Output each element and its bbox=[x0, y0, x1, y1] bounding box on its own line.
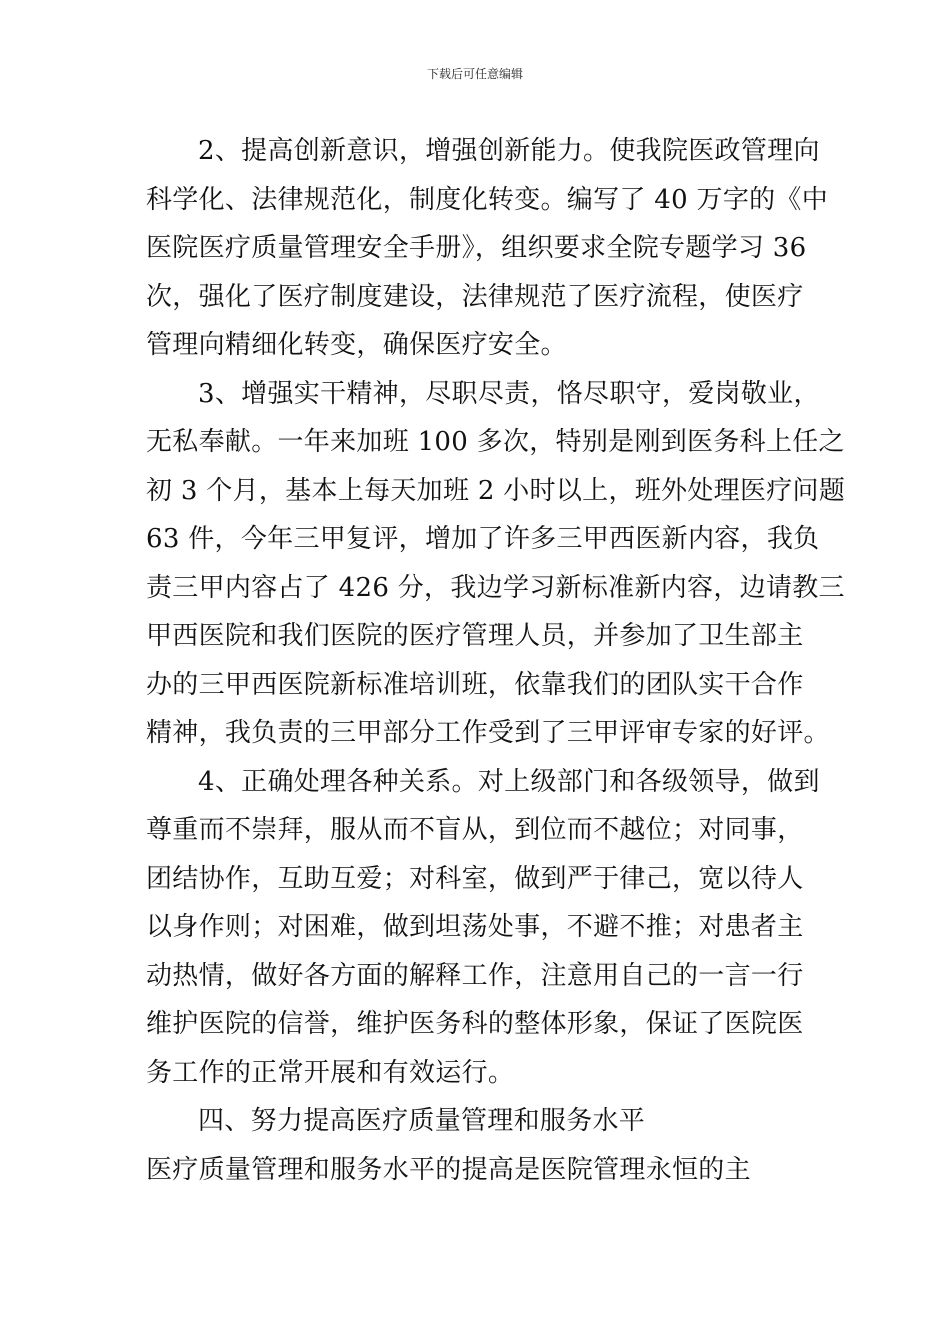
paragraph-3-line-3: 初 3 个月，基本上每天加班 2 小时以上，班外处理医疗问题 bbox=[146, 475, 846, 506]
paragraph-2-line-3: 医院医疗质量管理安全手册》，组织要求全院专题学习 36 bbox=[146, 233, 807, 263]
paragraph-3-line-2: 无私奉献。一年来加班 100 多次，特别是刚到医务科上任之 bbox=[146, 427, 845, 457]
paragraph-3-line-5: 责三甲内容占了 426 分，我边学习新标准新内容，边请教三 bbox=[146, 572, 845, 603]
page-header: 下载后可任意编辑 bbox=[426, 67, 523, 81]
paragraph-4-line-4: 以身作则；对困难，做到坦荡处事，不避不推；对患者主 bbox=[146, 912, 804, 942]
paragraph-2-line-5: 管理向精细化转变，确保医疗安全。 bbox=[146, 330, 567, 360]
paragraph-3-line-4: 63 件，今年三甲复评，增加了许多三甲西医新内容，我负 bbox=[146, 524, 820, 554]
paragraph-4-line-1: 4、正确处理各种关系。对上级部门和各级领导，做到 bbox=[198, 766, 820, 797]
paragraph-5-line-1: 医疗质量管理和服务水平的提高是医院管理永恒的主 bbox=[146, 1154, 751, 1185]
paragraph-3-line-6: 甲西医院和我们医院的医疗管理人员，并参加了卫生部主 bbox=[146, 621, 804, 651]
paragraph-2-line-1: 2、提高创新意识，增强创新能力。使我院医政管理向 bbox=[198, 136, 820, 166]
paragraph-4-line-5: 动热情，做好各方面的解释工作，注意用自己的一言一行 bbox=[146, 960, 804, 991]
paragraph-4-line-6: 维护医院的信誉，维护医务科的整体形象，保证了医院医 bbox=[146, 1009, 804, 1039]
paragraph-3-line-8: 精神，我负责的三甲部分工作受到了三甲评审专家的好评。 bbox=[146, 718, 830, 748]
document-body bbox=[146, 127, 846, 1194]
paragraph-4-line-7: 务工作的正常开展和有效运行。 bbox=[146, 1057, 515, 1088]
paragraph-3-line-7: 办的三甲西医院新标准培训班，依靠我们的团队实干合作 bbox=[146, 669, 804, 700]
paragraph-3-line-1: 3、增强实干精神，尽职尽责，恪尽职守，爱岗敬业， bbox=[198, 378, 820, 409]
paragraph-4-line-2: 尊重而不崇拜，服从而不盲从，到位而不越位；对同事， bbox=[146, 815, 804, 845]
paragraph-2-line-4: 次，强化了医疗制度建设，法律规范了医疗流程，使医疗 bbox=[146, 281, 804, 312]
paragraph-4-line-3: 团结协作，互助互爱；对科室，做到严于律己，宽以待人 bbox=[146, 863, 804, 894]
section-heading-four: 四、努力提高医疗质量管理和服务水平 bbox=[198, 1106, 646, 1136]
paragraph-2-line-2: 科学化、法律规范化，制度化转变。编写了 40 万字的《中 bbox=[146, 184, 829, 215]
